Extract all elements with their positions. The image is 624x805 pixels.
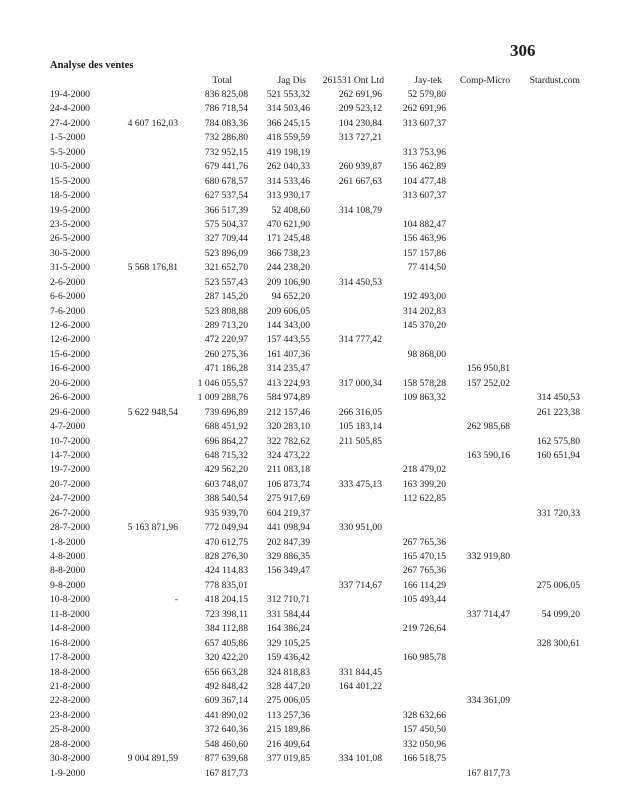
row-date: 20-7-2000 (50, 478, 90, 490)
table-row (0, 391, 624, 405)
row-jag-dis: 419 198,19 (266, 146, 310, 158)
row-date: 17-8-2000 (50, 652, 90, 664)
row-comp-micro: 334 361,09 (466, 695, 510, 707)
table-row (0, 189, 624, 203)
row-date: 22-8-2000 (50, 695, 90, 707)
table-row (0, 406, 624, 420)
row-jay-tek: 160 985,78 (402, 652, 446, 664)
row-total: 1 009 288,76 (197, 392, 248, 404)
row-total: 680 678,57 (204, 175, 248, 187)
table-row (0, 305, 624, 319)
row-jay-tek: 166 114,29 (403, 579, 446, 591)
row-total: 739 696,89 (204, 406, 248, 418)
row-jag-dis: 52 408,60 (271, 204, 310, 216)
row-date: 15-5-2000 (50, 175, 90, 187)
row-jag-dis: 94 652,20 (271, 291, 310, 303)
row-stardust: 54 099,20 (541, 608, 580, 620)
row-date: 18-5-2000 (50, 190, 90, 202)
row-total: 548 460,60 (204, 738, 248, 750)
row-jag-dis: 161 407,36 (266, 348, 310, 360)
table-row (0, 319, 624, 333)
row-jag-dis: 312 710,71 (266, 594, 310, 606)
table-row (0, 680, 624, 694)
row-date: 11-8-2000 (50, 608, 90, 620)
row-jay-tek: 192 493,00 (402, 291, 446, 303)
row-date: 12-6-2000 (50, 320, 90, 331)
row-jag-dis: 262 040,33 (266, 161, 310, 173)
row-total: 384 112,88 (205, 623, 248, 635)
row-total: 470 612,75 (204, 536, 248, 548)
row-total: 627 537,54 (204, 190, 248, 202)
table-row (0, 420, 624, 434)
row-total: 603 748,07 (204, 478, 248, 490)
row-jag-dis: 314 533,46 (266, 175, 310, 187)
row-jag-dis: 244 238,20 (266, 262, 310, 274)
row-date: 26-6-2000 (50, 392, 90, 404)
row-jag-dis: 106 873,74 (266, 478, 310, 490)
row-jag-dis: 413 224,93 (266, 377, 310, 389)
row-261531-ont-ltd: 314 777,42 (338, 334, 382, 346)
row-date: 6-6-2000 (50, 291, 86, 303)
table-row (0, 637, 624, 651)
sales-table-body (0, 88, 624, 781)
row-total: 366 517,39 (204, 204, 248, 216)
row-total: 327 709,44 (204, 233, 248, 245)
row-jag-dis: 521 553,32 (266, 89, 310, 100)
table-row (0, 463, 624, 477)
row-date: 15-6-2000 (50, 348, 90, 360)
table-row (0, 478, 624, 492)
row-date: 16-8-2000 (50, 637, 90, 649)
row-comp-micro: 332 919,80 (466, 551, 510, 562)
table-row (0, 117, 624, 131)
row-jag-dis: 377 019,85 (266, 753, 310, 765)
row-date: 23-8-2000 (50, 709, 90, 721)
row-total: 648 715,32 (204, 449, 248, 461)
table-row (0, 160, 624, 174)
column-header-stardust: Stardust.com (529, 75, 580, 86)
row-total: 723 398,11 (205, 608, 248, 620)
row-date: 16-6-2000 (50, 363, 90, 375)
row-date: 12-6-2000 (50, 334, 90, 346)
row-261531-ont-ltd: 266 316,05 (338, 406, 382, 418)
row-period-sum: 4 607 162,03 (127, 117, 178, 129)
row-jag-dis: 314 503,46 (266, 103, 310, 115)
row-date: 24-7-2000 (50, 493, 90, 505)
row-comp-micro: 167 817,73 (466, 767, 510, 779)
row-total: 784 083,36 (204, 117, 248, 129)
row-date: 26-7-2000 (50, 507, 90, 519)
row-jay-tek: 262 691,96 (402, 103, 446, 115)
row-total: 778 835,01 (204, 579, 248, 591)
row-jag-dis: 202 847,39 (266, 536, 310, 548)
row-jay-tek: 166 518,75 (402, 753, 446, 765)
table-row (0, 550, 624, 564)
row-jay-tek: 218 479,02 (402, 464, 446, 476)
row-jag-dis: 159 436,42 (266, 652, 310, 664)
row-date: 1-8-2000 (50, 536, 86, 548)
row-jag-dis: 331 584,44 (266, 608, 310, 620)
row-jay-tek: 109 863,32 (402, 392, 446, 404)
row-total: 492 848,42 (204, 680, 248, 692)
row-date: 10-5-2000 (50, 161, 90, 173)
row-period-sum: - (174, 594, 178, 606)
table-row (0, 218, 624, 232)
table-row (0, 564, 624, 578)
row-date: 26-5-2000 (50, 233, 90, 245)
table-row (0, 175, 624, 189)
row-total: 1 046 055,57 (197, 377, 248, 389)
table-row (0, 435, 624, 449)
row-261531-ont-ltd: 330 951,00 (338, 522, 382, 534)
column-header-jag-dis: Jag Dis (277, 75, 306, 86)
row-date: 27-4-2000 (50, 117, 90, 129)
row-jay-tek: 105 493,44 (402, 594, 446, 606)
row-jag-dis: 470 621,90 (266, 218, 310, 230)
table-row (0, 333, 624, 347)
row-jag-dis: 313 930,17 (266, 190, 310, 202)
row-jag-dis: 328 447,20 (266, 680, 310, 692)
row-261531-ont-ltd: 209 523,12 (338, 103, 382, 115)
row-stardust: 314 450,53 (536, 392, 580, 404)
table-row (0, 290, 624, 304)
table-row (0, 694, 624, 708)
table-row (0, 362, 624, 376)
table-row (0, 752, 624, 766)
row-jag-dis: 113 257,36 (267, 709, 310, 721)
table-row (0, 204, 624, 218)
table-row (0, 651, 624, 665)
row-total: 287 145,20 (204, 291, 248, 303)
row-total: 424 114,83 (205, 565, 248, 577)
row-total: 772 049,94 (204, 522, 248, 534)
table-row (0, 738, 624, 752)
row-stardust: 160 651,94 (536, 449, 580, 461)
row-261531-ont-ltd: 337 714,67 (338, 579, 382, 591)
table-row (0, 507, 624, 521)
table-row (0, 709, 624, 723)
row-total: 320 422,20 (204, 652, 248, 664)
table-row (0, 593, 624, 607)
row-jag-dis: 215 189,86 (266, 724, 310, 736)
row-period-sum: 5 163 871,96 (127, 522, 178, 534)
table-row (0, 348, 624, 362)
row-total: 732 952,15 (204, 146, 248, 158)
row-total: 656 663,28 (204, 666, 248, 678)
row-date: 14-8-2000 (50, 623, 90, 635)
row-total: 609 367,14 (204, 695, 248, 707)
row-date: 1-9-2000 (50, 767, 86, 779)
row-jag-dis: 322 782,62 (266, 435, 310, 447)
row-261531-ont-ltd: 262 691,96 (338, 89, 382, 100)
row-date: 9-8-2000 (50, 579, 86, 591)
row-jay-tek: 77 414,50 (407, 262, 446, 274)
row-jay-tek: 156 462,89 (402, 161, 446, 173)
row-date: 19-5-2000 (50, 204, 90, 216)
table-row (0, 261, 624, 275)
row-total: 321 652,70 (204, 262, 248, 274)
row-total: 441 890,02 (204, 709, 248, 721)
row-date: 21-8-2000 (50, 680, 90, 692)
row-jay-tek: 313 607,37 (402, 190, 446, 202)
row-date: 30-5-2000 (50, 247, 90, 259)
row-total: 575 504,37 (204, 218, 248, 230)
row-jay-tek: 163 399,20 (402, 478, 446, 490)
row-total: 732 286,80 (204, 132, 248, 144)
row-jag-dis: 209 606,05 (266, 305, 310, 317)
row-jag-dis: 275 917,69 (266, 493, 310, 505)
row-date: 31-5-2000 (50, 262, 90, 274)
row-total: 935 939,70 (204, 507, 248, 519)
row-jay-tek: 313 607,37 (402, 117, 446, 129)
row-jay-tek: 313 753,96 (402, 146, 446, 158)
row-date: 10-7-2000 (50, 435, 90, 447)
row-jag-dis: 324 473,22 (266, 449, 310, 461)
table-row (0, 102, 624, 116)
row-date: 8-8-2000 (50, 565, 86, 577)
row-total: 260 275,36 (204, 348, 248, 360)
row-total: 523 808,88 (204, 305, 248, 317)
row-jag-dis: 320 283,10 (266, 421, 310, 433)
row-jag-dis: 366 245,15 (266, 117, 310, 129)
row-total: 388 540,54 (204, 493, 248, 505)
table-row (0, 449, 624, 463)
row-jay-tek: 158 578,28 (402, 377, 446, 389)
row-total: 372 640,36 (204, 724, 248, 736)
row-comp-micro: 262 985,68 (466, 421, 510, 433)
row-total: 429 562,20 (204, 464, 248, 476)
row-261531-ont-ltd: 317 000,34 (338, 377, 382, 389)
row-jag-dis: 329 886,35 (266, 551, 310, 562)
row-date: 25-8-2000 (50, 724, 90, 736)
row-date: 20-6-2000 (50, 377, 90, 389)
row-stardust: 331 720,33 (536, 507, 580, 519)
row-jay-tek: 267 765,36 (402, 565, 446, 577)
row-date: 19-4-2000 (50, 89, 90, 100)
table-row (0, 247, 624, 261)
row-261531-ont-ltd: 164 401,22 (338, 680, 382, 692)
row-jag-dis: 157 443,55 (266, 334, 310, 346)
row-comp-micro: 163 590,16 (466, 449, 510, 461)
row-date: 24-4-2000 (50, 103, 90, 115)
row-date: 14-7-2000 (50, 449, 90, 461)
table-row (0, 377, 624, 391)
table-row (0, 579, 624, 593)
row-date: 1-5-2000 (50, 132, 86, 144)
row-jay-tek: 112 622,85 (403, 493, 446, 505)
row-total: 289 713,20 (204, 320, 248, 331)
row-total: 472 220,97 (204, 334, 248, 346)
row-jay-tek: 157 450,50 (402, 724, 446, 736)
row-jay-tek: 314 202,83 (402, 305, 446, 317)
row-jay-tek: 267 765,36 (402, 536, 446, 548)
page-number: 306 (510, 41, 536, 60)
row-jag-dis: 584 974,89 (266, 392, 310, 404)
row-jag-dis: 324 818,83 (266, 666, 310, 678)
row-stardust: 261 223,38 (536, 406, 580, 418)
table-row (0, 521, 624, 535)
row-jay-tek: 98 868,00 (407, 348, 446, 360)
row-jay-tek: 219 726,64 (402, 623, 446, 635)
table-row (0, 146, 624, 160)
row-date: 7-6-2000 (50, 305, 86, 317)
row-261531-ont-ltd: 333 475,13 (338, 478, 382, 490)
table-row (0, 536, 624, 550)
row-jag-dis: 156 349,47 (266, 565, 310, 577)
row-total: 877 639,68 (204, 753, 248, 765)
table-row (0, 131, 624, 145)
row-jay-tek: 145 370,20 (402, 320, 446, 331)
row-jag-dis: 275 006,05 (266, 695, 310, 707)
row-jay-tek: 52 579,80 (407, 89, 446, 100)
row-total: 167 817,73 (204, 767, 248, 779)
row-jag-dis: 441 098,94 (266, 522, 310, 534)
column-header-total: Total (212, 75, 232, 86)
row-jag-dis: 366 738,23 (266, 247, 310, 259)
row-comp-micro: 157 252,02 (466, 377, 510, 389)
row-jag-dis: 314 235,47 (266, 363, 310, 375)
row-date: 4-8-2000 (50, 551, 86, 562)
table-row (0, 232, 624, 246)
table-header (0, 75, 624, 89)
table-row (0, 608, 624, 622)
row-date: 2-6-2000 (50, 276, 86, 288)
row-date: 28-8-2000 (50, 738, 90, 750)
row-jag-dis: 329 105,25 (266, 637, 310, 649)
row-jay-tek: 104 882,47 (402, 218, 446, 230)
row-total: 471 186,28 (204, 363, 248, 375)
table-row (0, 723, 624, 737)
row-total: 523 896,09 (204, 247, 248, 259)
row-date: 5-5-2000 (50, 146, 86, 158)
row-period-sum: 5 568 176,81 (127, 262, 178, 274)
row-stardust: 328 300,61 (536, 637, 580, 649)
document-title: Analyse des ventes (50, 60, 134, 71)
row-date: 4-7-2000 (50, 421, 86, 433)
row-total: 836 825,08 (204, 89, 248, 100)
row-jay-tek: 157 157,86 (402, 247, 446, 259)
row-stardust: 275 006,05 (536, 579, 580, 591)
row-jag-dis: 418 559,59 (266, 132, 310, 144)
table-row (0, 276, 624, 290)
row-261531-ont-ltd: 314 450,53 (338, 276, 382, 288)
row-date: 29-6-2000 (50, 406, 90, 418)
row-total: 657 405,86 (204, 637, 248, 649)
row-jag-dis: 144 343,00 (266, 320, 310, 331)
row-total: 786 718,54 (204, 103, 248, 115)
row-jag-dis: 164 386,24 (266, 623, 310, 635)
row-date: 28-7-2000 (50, 522, 90, 534)
row-jag-dis: 211 083,18 (267, 464, 310, 476)
row-comp-micro: 156 950,81 (466, 363, 510, 375)
column-header-comp-micro: Comp-Micro (459, 75, 510, 86)
row-jag-dis: 212 157,46 (266, 406, 310, 418)
column-header-jay-tek: Jay-tek (414, 75, 442, 86)
row-jay-tek: 156 463,96 (402, 233, 446, 245)
table-row (0, 492, 624, 506)
column-header-261531-ont-ltd: 261531 Ont Ltd (322, 75, 384, 86)
row-comp-micro: 337 714,47 (466, 608, 510, 620)
row-261531-ont-ltd: 105 183,14 (338, 421, 382, 433)
row-jay-tek: 165 470,15 (402, 551, 446, 562)
row-261531-ont-ltd: 211 505,85 (339, 435, 382, 447)
row-total: 828 276,30 (204, 551, 248, 562)
row-261531-ont-ltd: 334 101,08 (338, 753, 382, 765)
row-261531-ont-ltd: 331 844,45 (338, 666, 382, 678)
row-date: 30-8-2000 (50, 753, 90, 765)
row-period-sum: 5 622 948,54 (127, 406, 178, 418)
row-jag-dis: 216 409,64 (266, 738, 310, 750)
row-date: 18-8-2000 (50, 666, 90, 678)
table-row (0, 666, 624, 680)
row-total: 679 441,76 (204, 161, 248, 173)
row-jay-tek: 104 477,48 (402, 175, 446, 187)
row-261531-ont-ltd: 261 667,63 (338, 175, 382, 187)
row-261531-ont-ltd: 313 727,21 (338, 132, 382, 144)
row-stardust: 162 575,80 (536, 435, 580, 447)
row-total: 418 204,15 (204, 594, 248, 606)
row-date: 10-8-2000 (50, 594, 90, 606)
row-jay-tek: 328 632,66 (402, 709, 446, 721)
table-row (0, 88, 624, 102)
row-total: 696 864,27 (204, 435, 248, 447)
row-jag-dis: 171 245,48 (266, 233, 310, 245)
row-261531-ont-ltd: 260 939,87 (338, 161, 382, 173)
row-date: 23-5-2000 (50, 218, 90, 230)
row-261531-ont-ltd: 314 108,79 (338, 204, 382, 216)
row-total: 688 451,92 (204, 421, 248, 433)
row-jay-tek: 332 050,96 (402, 738, 446, 750)
row-period-sum: 9 004 891,59 (127, 753, 178, 765)
table-row (0, 767, 624, 781)
row-261531-ont-ltd: 104 230,84 (338, 117, 382, 129)
row-date: 19-7-2000 (50, 464, 90, 476)
row-jag-dis: 209 106,90 (266, 276, 310, 288)
row-total: 523 557,43 (204, 276, 248, 288)
table-row (0, 622, 624, 636)
row-jag-dis: 604 219,37 (266, 507, 310, 519)
